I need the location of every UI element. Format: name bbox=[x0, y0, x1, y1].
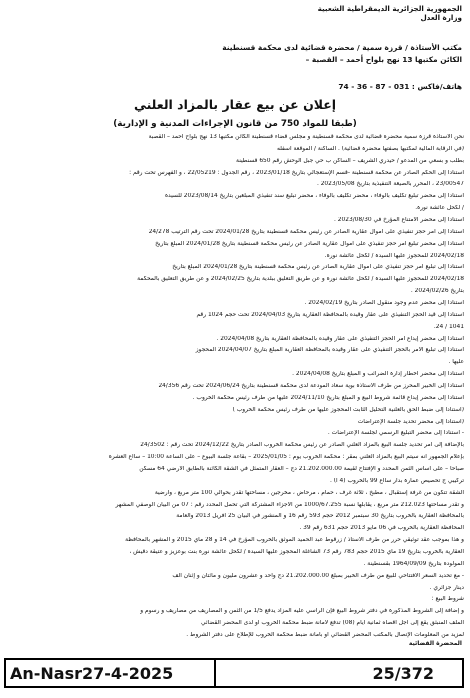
body-line: (استنادا إلى محضر تحديد جلسة الإعتراضات bbox=[357, 418, 464, 425]
body-line: - مع تحديد السعر الافتتاحي للبيع من طرف الخبير بمبلغ 21.202.000.00 دج واحد و عشرون مليون و مائتان و إثنان ألف bbox=[172, 572, 464, 579]
body-line: استنادا إلى محضر اخطار إدارة الضرائب و المبلغ بتاريخ 2024/04/08 . bbox=[292, 371, 464, 378]
publication-footer bbox=[4, 658, 464, 688]
body-line: 2024/02/18 للمحجوز عليها السيدة / لكحل عائشة نورة. bbox=[324, 252, 464, 259]
body-line: استنادا إلى الحكم الصادر عن محكمة قسنطينة -قسم الإستعجالي بتاريخ 2023/01/18 ، رقم الجدول : 22/05219 ، و الفهرس تحت رقم : bbox=[129, 169, 464, 176]
body-line: صباحا – على أساس الثمن المحدد و الإفتتاح لقيمة 21.202.000.00 دج – العقار المتمثل في الشقة الكائنة بالطابق الأرضي 64 مسكن bbox=[139, 466, 464, 472]
body-line: 23/00547 ، المحرر بالصيغة التنفيذية بتاريخ 2023/05/08 . bbox=[316, 181, 464, 188]
body-line: استنادا إلى الخبير المحرز من طرف الأستاذة بوية سعاد المودعة لدى محكمة قسنطينة بتاريخ 2024/06/24 تحت رقم 24/356 bbox=[158, 383, 464, 389]
body-line: بالمحافظة العقارية بالخروب بتاريخ 30 سبتمبر 2012 حجم 593 رقم 16 و المنشور في البيان 25 أفريل 2013 والعامة bbox=[176, 513, 464, 520]
body-line: بطلب و بسعي من المدعو / حيدري الشريف – الساكن ب حي جبل الوحش رقم 650 قسنطينة bbox=[236, 157, 464, 164]
body-line: استنادا إلى تبليغ أمر حجز تنفيذي على أموال عقارية الصادر عن رئيس محكمة قسنطينة بتاريخ 2024/01/28 المبلغ بتاريخ bbox=[172, 264, 464, 271]
body-line: المحافظة العقارية بالخروب في 06 مايو 2013 حجم 631 رقم 39 . bbox=[299, 525, 464, 532]
body-line: استنادا إلى محضر إيداع قائمة شروط البيع و المبلغ بتاريخ 2024/11/10 عليها من طرف رئيس محكمة الخروب . bbox=[192, 394, 464, 401]
header-line: هاتف/فاكس : 031 - 87 - 36 - 74 bbox=[338, 82, 462, 91]
body-line: بالإضافة إلى أمر تحديد جلسة البيع بالمزاد العلني الصادر عن رئيس محكمة الخروب الصادر بتاريخ 2024/12/22 تحت رقم : 24/3502 bbox=[140, 442, 464, 449]
newspaper-issue-date: An-Nasr27-4-2025 bbox=[10, 664, 174, 683]
header-line: مكتب الأستاذة / قرزة سمية / محضرة قضائية لدى محكمة قسنطينة bbox=[222, 43, 462, 52]
header-line: وزارة العدل bbox=[420, 13, 462, 22]
signature-line: المحضرة القضائية bbox=[408, 640, 462, 647]
body-line: دينار جزائري . bbox=[429, 584, 464, 591]
body-line: 1041 / 24. bbox=[433, 323, 464, 330]
footer-divider bbox=[214, 660, 216, 686]
body-line: استنادا إلى تبليغ الأمر بالحجز التنفيذي على عقار وقيده بالمحافظة العقارية المبلغ بتاريخ 2024/04/07 المحجوز bbox=[195, 347, 464, 354]
notice-reference-number: 25/372 bbox=[372, 664, 434, 683]
body-line: استنادا إلى قيد الحجز التنفيذي على عقار وقيده بالمحافظة العقارية بتاريخ 2024/04/03 تحت حجم 1024 رقم bbox=[196, 311, 464, 318]
body-line: - استنادا إلى محضر التبليغ الرسمي لجلسة الإعتراضات . bbox=[327, 430, 464, 437]
body-line: عليها . bbox=[448, 359, 464, 366]
body-line: المولودة بتاريخ 1964/09/09 بقسنطينة . bbox=[363, 560, 464, 567]
body-line: و تقدر مساحتها 212.023 متر مربع ، يقابلها نسبة 1000/67.255 من الأجزاء المشتركة التي تحمل المحدد رقم : 07 من البيان الوصفي المشهر bbox=[115, 501, 464, 508]
header-line: الكائن مكتبها 13 نهج بلواح أحمد – القصبة – bbox=[305, 55, 462, 64]
body-line: (استنادا إلى ضبط الحق بالعلنية التحليل الثابت المحجوز عليها من طرف رئيس محكمة الخروب ) bbox=[232, 406, 464, 413]
body-line: و هذا بموجب عقد توثيقي حرر من طرف الأستاذ / زرقوط عبد الحميد الموثق بالخروب المؤرخ في 14 و 28 ماي 2015 و المشهر بالمحافظة bbox=[125, 537, 464, 544]
body-line: (في الرقابة المالية لمكتبها بصفتها محضرة قضائية) . الساكنة / الموقعة أسفله bbox=[276, 145, 464, 152]
body-line: بإعلام الجمهور أنه سيتم البيع بالمزاد العلني بمقر : محكمة الخروب يوم : 2025/01/05 – بقاعة جلسة البيوع – على الساعة 10:00 – سااع العشرة bbox=[108, 454, 464, 461]
body-line: استنادا إلى أمر حجز تنفيذي على أموال عقارية الصادر عن رئيس محكمة قسنطينة بتاريخ 2024/01/28 تحت رقم الترتيب 24/278 bbox=[148, 228, 464, 235]
body-line: نحن الأستاذة قرزة سمية محضرة قضائية لدى محكمة قسنطينة و مجلس قضاء قسنطينة الكائن مكتبها 13 نهج بلواح أحمد – القصبة bbox=[148, 134, 464, 140]
body-line: استنادا إلى محضر عدم وجود منقول الصادر بتاريخ 2024/02/19 . bbox=[304, 300, 464, 306]
body-line: و إضافة إلى الشروط المذكورة في دفتر شروط البيع فإن الراسي عليه المزاد يدفع 1/5 من الثمن و المصاريف من مصاريف و رسوم و bbox=[140, 608, 464, 615]
header-line: الجمهورية الجزائرية الديمقراطية الشعبية bbox=[317, 4, 462, 13]
body-line: استنادا إلى محضر تبليغ تكليف بالوفاء ، محضر تكليف بالوفاء ، محضر تبليغ سند تنفيذي المبلغين بتاريخ 2023/08/14 للسيدة bbox=[164, 193, 464, 200]
notice-subtitle: (طبقا للمواد 750 من قانون الإجراءات المدنية و الإدارية) bbox=[113, 119, 357, 129]
body-line: الملف المنبثق يقع إلى آجل أقصاه ثمانية أيام (08) تدفع لأمانة ضبط محكمة الخروب أو لدى المحضر القضائي bbox=[201, 620, 464, 627]
body-line: / لكحل عائشة نورة. bbox=[415, 205, 464, 212]
body-line: 2024/02/18 للمحجوز عليها السيدة / لكحل عائشة نورة و عن طريق التعليق ببلدية بتاريخ 2024/02/25 و عن طريق التعليق بالمحكمة bbox=[137, 276, 464, 283]
body-line: العقارية بالخروب بتاريخ 19 ماي 2015 حجم 783 رقم 73 الشاغلة المحجوز عليها السيدة / لكحل عائشة نورة بنت بوعزيز و عتيقة دقيش ، bbox=[129, 549, 464, 555]
body-line: استنادا إلى محضر تبليغ أمر حجز تنفيذي على أموال عقارية الصادر عن رئيس محكمة قسنطينة بتاريخ 2024/01/28 المبلغ بتاريخ bbox=[155, 240, 464, 247]
body-line: لمزيد من المعلومات الإتصال بالمكتب المحضر القضائي أو بأمانة ضبط محكمة الخروب للإطلاع على دفتر الشروط . bbox=[186, 632, 464, 638]
body-line: استنادا إلى محضر الامتناع المؤرخ في 2023/08/30 . bbox=[333, 217, 464, 223]
notice-title: إعلان عن بيع عقار بالمزاد العلني bbox=[133, 97, 337, 112]
body-line: تركيبي ج تحصيص عمارة بدار سااع 99 بالخروب (4 أ) . bbox=[329, 477, 464, 484]
body-line: استنادا إلى محضر إيداع أمر الحجز التنفيذي على عقار وقيده بالمحافظة العقارية بتاريخ 2024/04/08 . bbox=[216, 335, 464, 342]
body-line: شروط البيع : bbox=[431, 596, 464, 603]
body-line: بتاريخ 2024/02/26 . bbox=[410, 288, 464, 295]
body-line: الشقة تتكون من غرفة إستقبال ، مطبخ ، ثلاثة غرف ، حمام ، مرحاض ، مخرجين ، مساحتها تقدر بحوالي 100 متر مربع ، وأرضية bbox=[154, 489, 464, 496]
